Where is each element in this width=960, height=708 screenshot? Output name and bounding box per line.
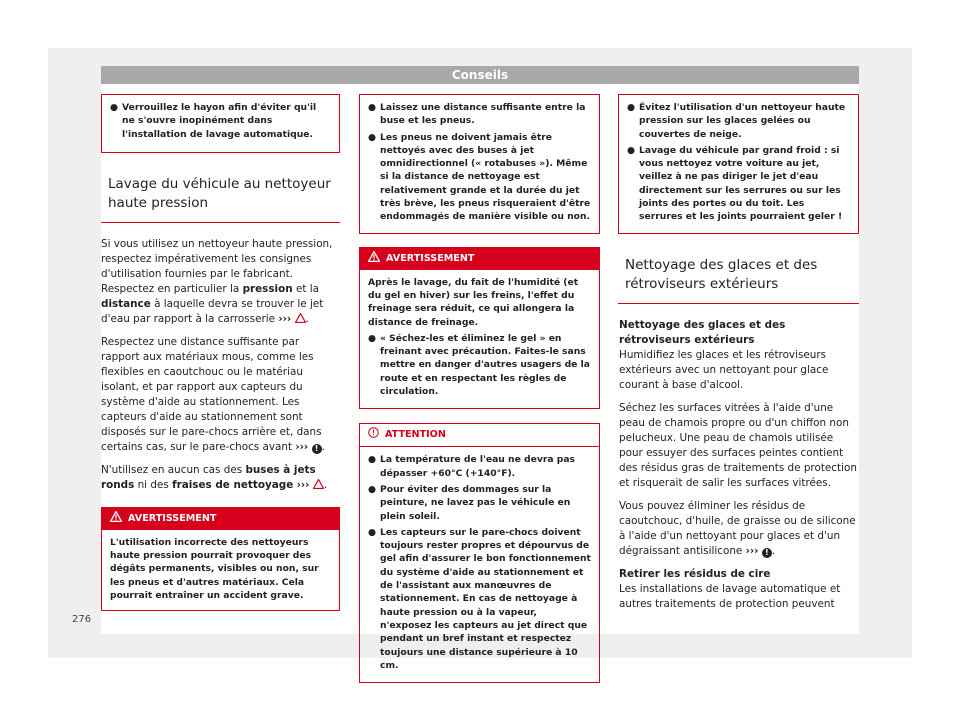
warning-title: AVERTISSEMENT (128, 512, 217, 524)
text-run: Si vous utilisez un nettoyeur haute pression, respectez impérativement les consignes d'utilisation fournies par le fabricant. Respectez en particulier la (101, 237, 333, 295)
warning-box (359, 247, 600, 410)
paragraph-2: Séchez les surfaces vitrées à l'aide d'une peau de chamois propre ou d'un chiffon non pelucheux. Une peau de chamois utilisée pour essuyer des surfaces peintes contient des résidus gras de traitements de protection et risquerait de salir les surfaces vitrées. (619, 401, 857, 489)
info-circle-icon[interactable]: ! (312, 444, 322, 454)
warning-title: AVERTISSEMENT (386, 252, 475, 264)
warning-triangle-icon (368, 251, 380, 267)
attention-bullet-text: La température de l'eau ne devra pas dépasser +60°C (+140°F). (380, 454, 575, 479)
attention-title: ATTENTION (385, 429, 446, 441)
text-run: et la (292, 282, 319, 295)
text-run: à laquelle devra se trouver le jet d'eau par rapport à la carrosserie (101, 297, 324, 325)
caution-bullet-text: Laissez une distance suffisante entre la buse et les pneus. (380, 102, 586, 127)
warning-triangle-icon[interactable] (313, 479, 324, 491)
bullet-icon: ● (368, 454, 377, 466)
reference-arrow[interactable]: ››› (278, 312, 292, 325)
paragraph-4: Les installations de lavage automatique et autres traitements de protection peuvent (619, 582, 841, 610)
caution-bullet (627, 101, 850, 141)
text-bold: distance (101, 297, 151, 310)
warning-box-header (360, 248, 599, 270)
section-header: Conseils (101, 66, 859, 84)
caution-bullet-text: Évitez l'utilisation d'un nettoyeur haute pression sur les glaces gelées ou couvertes de neige. (639, 102, 846, 140)
column-3 (618, 94, 859, 620)
attention-bullet (368, 526, 591, 672)
reference-arrow[interactable]: ››› (296, 478, 310, 491)
caution-bullet (368, 101, 591, 128)
bullet-icon: ● (627, 144, 636, 156)
attention-bullet-text: Les capteurs sur le pare-chocs doivent toujours rester propres et dépourvus de gel afin d'assurer le bon fonctionnement du système d'aide au stationnement et de l'assistant aux manœuvres de stationnement. En cas de nettoyage à haute pression ou à la vapeur, n'exposez les capteurs au jet direct que pendant un bref instant et respectez toujours une distance supérieure à 10 cm. (380, 526, 591, 671)
text-run: ni des (134, 478, 173, 491)
column-2 (359, 94, 600, 683)
attention-icon (368, 427, 379, 443)
page-number: 276 (72, 614, 92, 625)
bullet-icon: ● (627, 102, 636, 113)
paragraph-1: Si vous utilisez un nettoyeur haute pression, respectez impérativement les consignes d'utilisation fournies par le fabricant. Respectez en particulier la pression et la distance à laquelle devra se trouver le jet d'eau par rapport à la carrosserie ››› . (101, 237, 333, 325)
attention-box-header (360, 424, 599, 447)
warning-box (101, 507, 340, 611)
caution-bullet-text: Les pneus ne doivent jamais être nettoyés avec des buses à jet omnidirectionnel (« rotabuses »). Même si la distance de nettoyage est relativement grande et la durée du jet très brève, les pneus risqueraient d'être endommagés de manière visible ou non. (380, 131, 591, 223)
caution-box-continued (359, 94, 600, 234)
bullet-icon: ● (368, 483, 377, 495)
text-run: Vous pouvez éliminer les résidus de caoutchouc, d'huile, de graisse ou de silicone à l'aide d'un nettoyant pour glaces et d'un dégraissant antisilicone (619, 499, 856, 557)
subheading-wax: Retirer les résidus de cire (619, 567, 771, 580)
warning-text: Après le lavage, du fait de l'humidité (et du gel en hiver) sur les freins, l'effet du freinage sera réduit, ce qui allongera la distance de freinage. (368, 276, 579, 328)
caution-box-continued (101, 94, 340, 153)
bullet-icon: ● (368, 102, 377, 113)
reference-arrow[interactable]: ››› (745, 544, 759, 557)
warning-triangle-icon (110, 511, 122, 527)
attention-bullet-text: Pour éviter des dommages sur la peinture, ne lavez pas le véhicule en plein soleil. (380, 483, 571, 522)
caution-box-continued (618, 94, 859, 234)
warning-box-header (102, 508, 339, 530)
paragraph-1: Humidifiez les glaces et les rétroviseurs extérieurs avec un nettoyant pour glace courant à base d'alcool. (619, 348, 829, 391)
text-bold: buses à jets ronds (101, 463, 316, 491)
bullet-icon: ● (368, 332, 377, 344)
caution-bullet (368, 131, 591, 224)
bullet-icon: ● (110, 102, 119, 113)
attention-box (359, 423, 600, 683)
caution-bullet-text: Verrouillez le hayon afin d'éviter qu'il ne s'ouvre inopinément dans l'installation de lavage automatique. (122, 102, 317, 140)
bullet-icon: ● (368, 131, 377, 143)
warning-bullet-text: « Séchez-les et éliminez le gel » en freinant avec précaution. Faites-le sans mettre en danger d'autres usagers de la route et en respectant les règles de circulation. (380, 332, 590, 398)
reference-arrow[interactable]: ››› (295, 440, 309, 453)
paragraph-3: N'utilisez en aucun cas des buses à jets ronds ni des fraises de nettoyage ››› . (101, 463, 328, 491)
subheading-glass: Nettoyage des glaces et des rétroviseurs extérieurs (619, 318, 786, 346)
section-title-pressure-washer: Lavage du véhicule au nettoyeur haute pression (101, 175, 340, 223)
info-circle-icon[interactable]: ! (762, 548, 772, 558)
paragraph-3: Vous pouvez éliminer les résidus de caoutchouc, d'huile, de graisse ou de silicone à l'aide d'un nettoyant pour glaces et d'un dégraissant antisilicone ››› ! . (619, 499, 856, 557)
warning-text: L'utilisation incorrecte des nettoyeurs haute pression pourrait provoquer des dégâts permanents, visibles ou non, sur les pneus et d'autres matériaux. Cela pourrait entraîner un accident grave. (110, 536, 319, 602)
warning-triangle-icon[interactable] (295, 313, 306, 325)
text-run: N'utilisez en aucun cas des (101, 463, 246, 476)
text-run: Respectez une distance suffisante par rapport aux matériaux mous, comme les flexibles en caoutchouc ou le matériau isolant, et par rapport aux capteurs du système d'aide au stationnement. Les capteurs d'aide au stationnement sont disposés sur le pare-chocs arrière et, dans certains cas, sur le pare-chocs avant (101, 335, 322, 453)
bullet-icon: ● (368, 526, 377, 538)
attention-bullet (368, 483, 591, 523)
caution-bullet (627, 144, 850, 224)
text-bold: pression (242, 282, 293, 295)
column-1 (101, 94, 340, 611)
caution-bullet-text: Lavage du véhicule par grand froid : si vous nettoyez votre voiture au jet, veillez à ne pas diriger le jet d'eau directement sur les serrures ou sur les joints des portes ou du toit. Les serrures et les joints pourraient geler ! (639, 144, 843, 223)
paragraph-2: Respectez une distance suffisante par rapport aux matériaux mous, comme les flexibles en caoutchouc ou le matériau isolant, et par rapport aux capteurs du système d'aide au stationnement. Les capteurs d'aide au stationnement sont disposés sur le pare-chocs arrière et, dans certains cas, sur le pare-chocs avant ››› ! . (101, 335, 325, 453)
section-title-glass-cleaning: Nettoyage des glaces et des rétroviseurs extérieurs (618, 256, 859, 304)
warning-bullet (368, 332, 591, 398)
caution-bullet (110, 101, 331, 141)
attention-bullet (368, 453, 591, 480)
text-bold: fraises de nettoyage (172, 478, 294, 491)
